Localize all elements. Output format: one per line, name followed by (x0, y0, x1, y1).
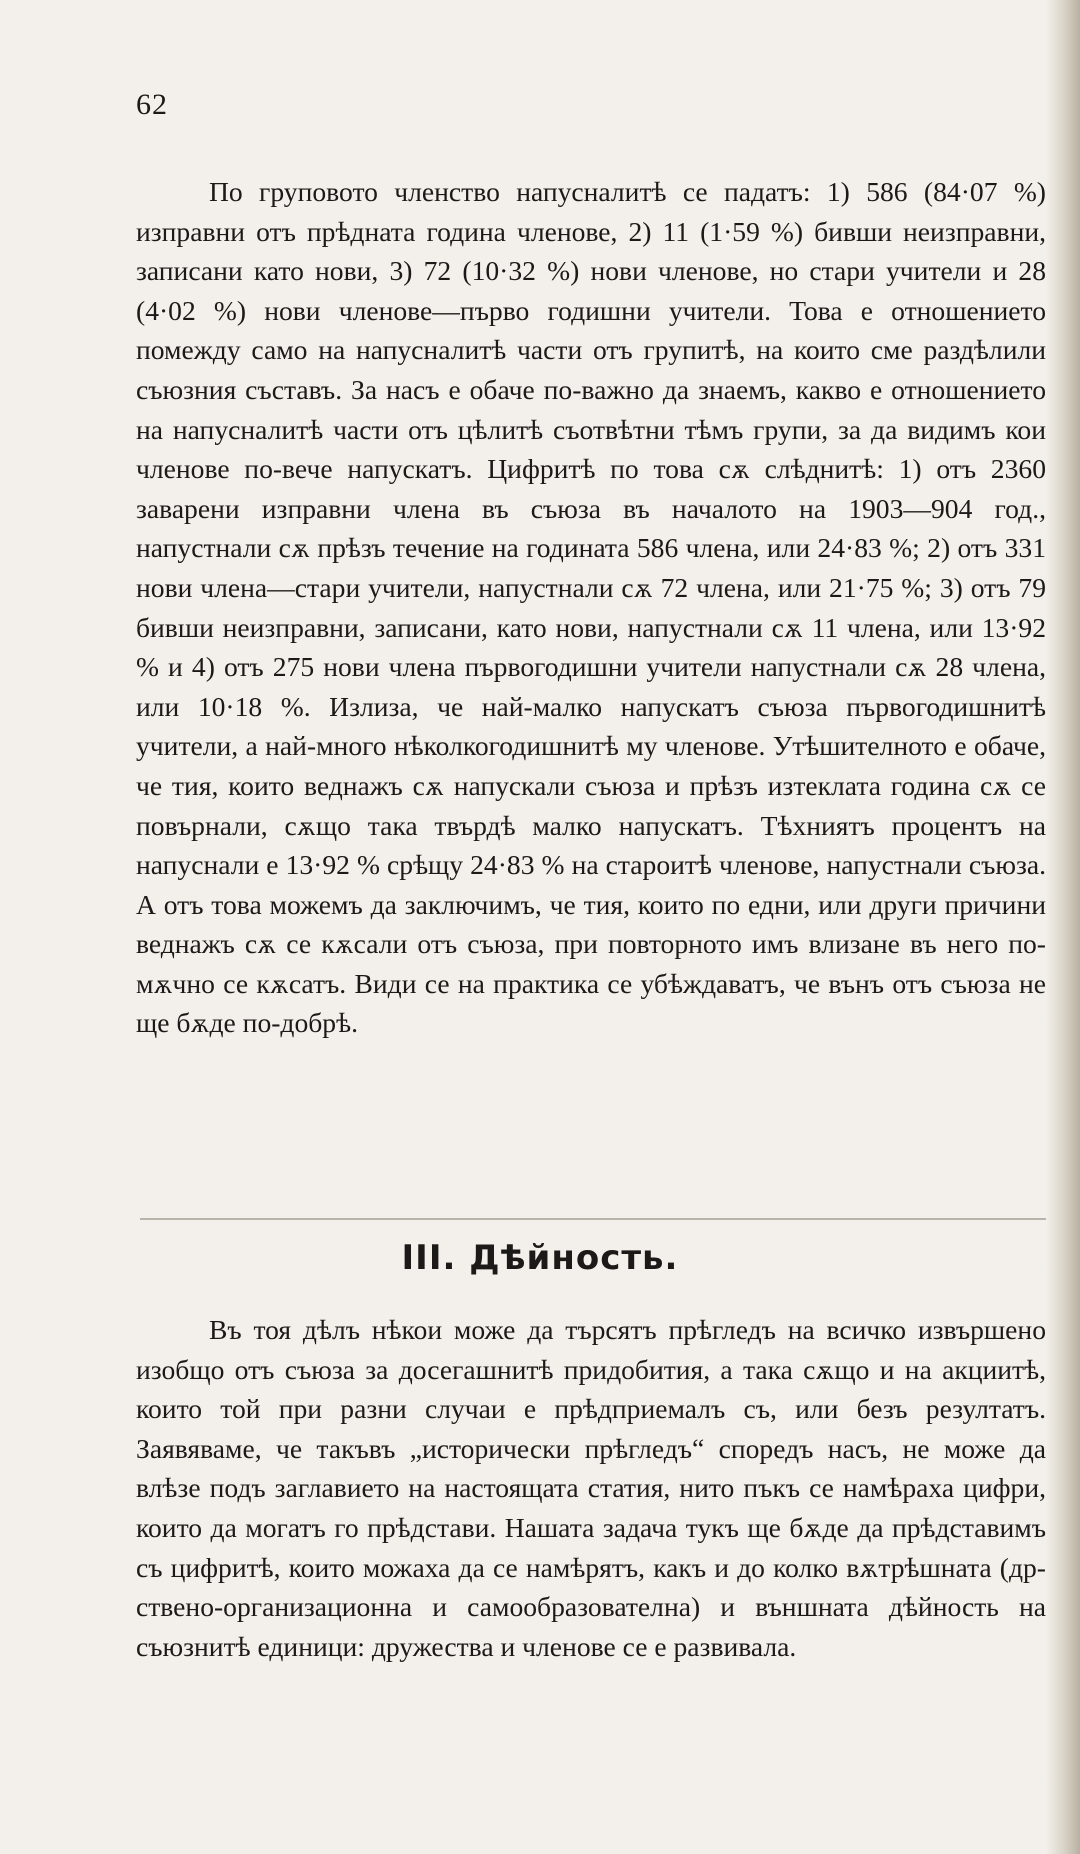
section-heading: III. Дѣйность. (401, 1238, 679, 1278)
paragraph-membership-statistics (136, 172, 1046, 1043)
page-number: 62 (136, 88, 168, 121)
section-divider (140, 1218, 1046, 1220)
page-edge-shadow (1046, 0, 1080, 1854)
paragraph-activity-intro (136, 1310, 1046, 1666)
paragraph-text: Въ тоя дѣлъ нѣкои може да търсятъ прѣгледъ на всичко извършено изобщо отъ съюза за досегашнитѣ придобития, а така сѫщо и на акциитѣ, които той при разни случаи е прѣдприемалъ съ, или безъ резултатъ. Заявяваме, че такъвъ „исторически прѣгледъ“ споредъ насъ, не може да влѣзе подъ заглавието на настоящата статия, нито пъкъ се намѣраха цифри, които да могатъ го прѣдстави. Нашата задача тукъ ще бѫде да прѣдставимъ съ цифритѣ, които можаха да се намѣрятъ, какъ и до колко вѫтрѣшната (др-ствено-организационна и самообразователна) и външната дѣйность на съюзнитѣ единици: дружества и членове се е развивала. (136, 1314, 1046, 1662)
paragraph-text: По груповото членство напусналитѣ се падатъ: 1) 586 (84·07 %) изправни отъ прѣдната година членове, 2) 11 (1·59 %) бивши неизправни, записани като нови, 3) 72 (10·32 %) нови членове, но стари учители и 28 (4·02 %) нови членове—първо годишни учители. Това е отношението помежду само на напусналитѣ части отъ групитѣ, на които сме раздѣлили съюзния съставъ. За насъ е обаче по-важно да знаемъ, какво е отношението на напусналитѣ части отъ цѣлитѣ съотвѣтни тѣмъ групи, за да видимъ кои членове по-вече напускатъ. Цифритѣ по това сѫ слѣднитѣ: 1) отъ 2360 заварени изправни члена въ съюза въ началото на 1903—904 год., напустнали сѫ прѣзъ течение на годината 586 члена, или 24·83 %; 2) отъ 331 нови члена—стари учители, напустнали сѫ 72 члена, или 21·75 %; 3) отъ 79 бивши неизправни, записани, като нови, напустнали сѫ 11 члена, или 13·92 % и 4) отъ 275 нови члена първогодишни учители напустнали сѫ 28 члена, или 10·18 %. Излиза, че най-малко напускатъ съюза първогодишнитѣ учители, а най-много нѣколкогодишнитѣ му членове. Утѣшителното е обаче, че тия, които веднажъ сѫ напускали съюза и прѣзъ изтеклата година сѫ се повърнали, сѫщо така твърдѣ малко напускатъ. Тѣхниятъ процентъ на напуснали е 13·92 % срѣщу 24·83 % на староитѣ членове, напустнали съюза. А отъ това можемъ да заключимъ, че тия, които по едни, или други причини веднажъ сѫ се кѫсали отъ съюза, при повторното имъ влизане въ него по-мѫчно се кѫсатъ. Види се на практика се убѣждаватъ, че вънъ отъ съюза не ще бѫде по-добрѣ. (136, 176, 1046, 1039)
